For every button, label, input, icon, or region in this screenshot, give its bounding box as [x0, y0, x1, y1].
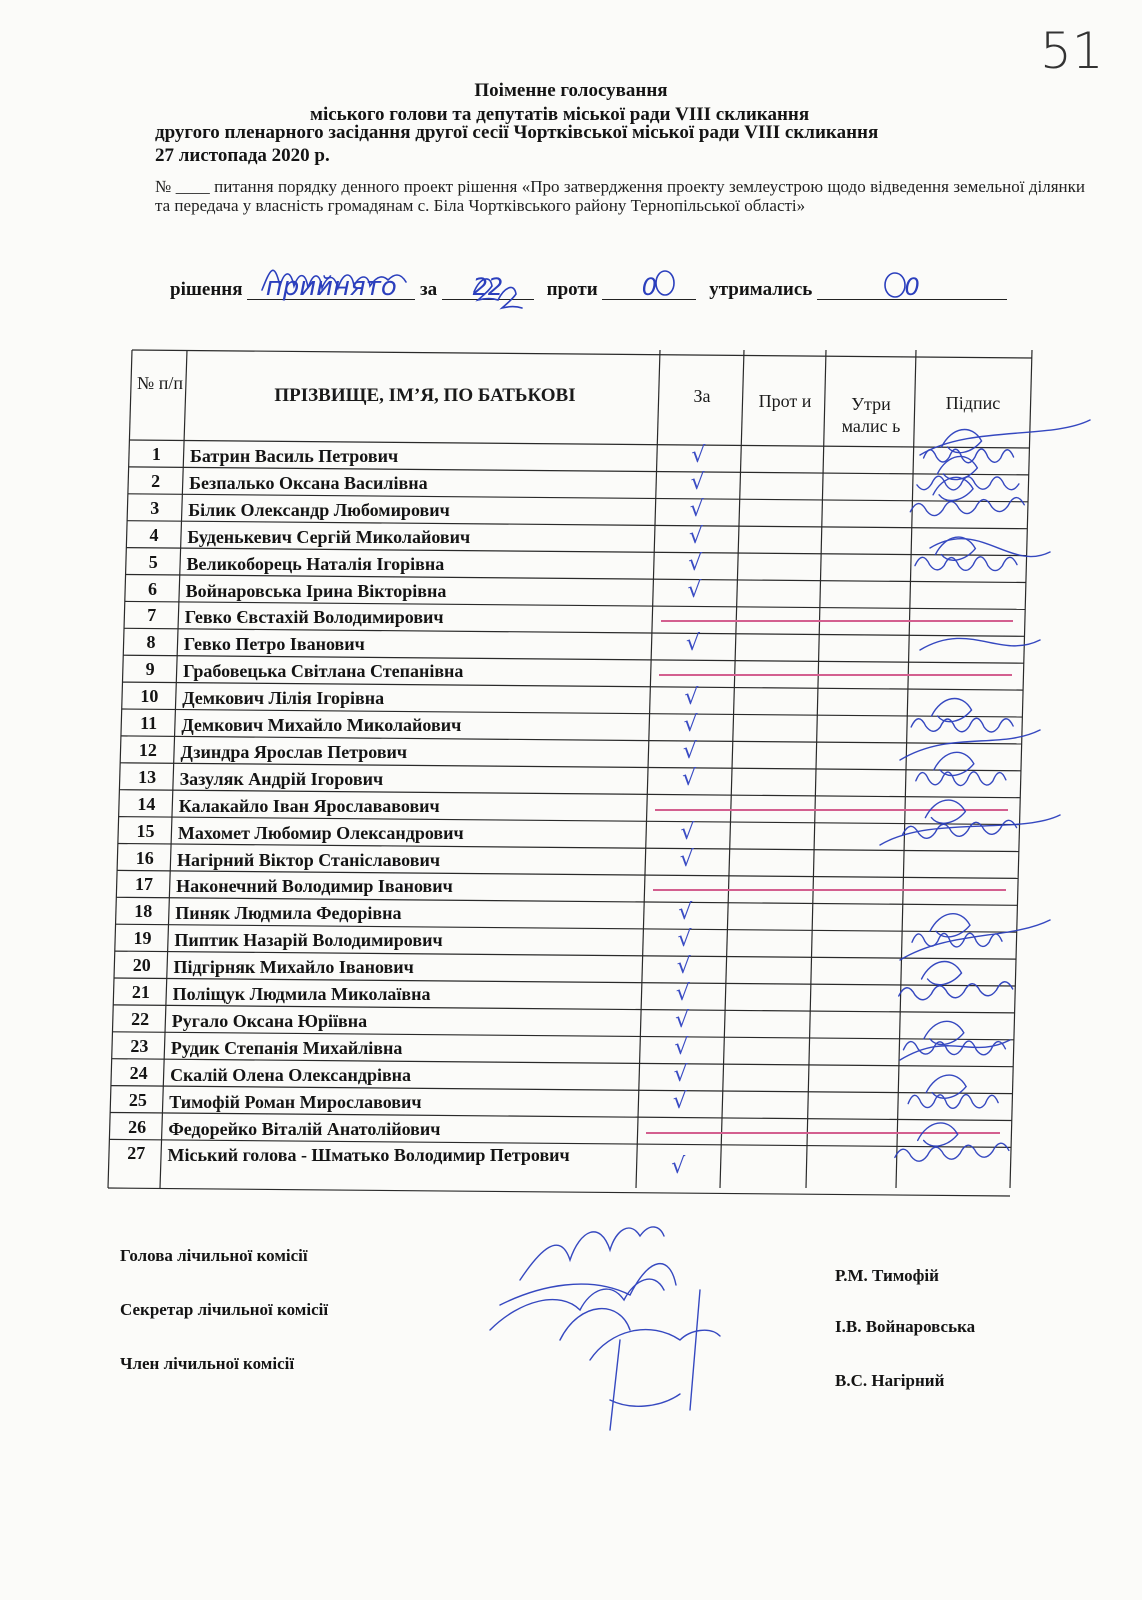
row-number: 11	[140, 713, 158, 733]
check-mark-icon: √	[682, 765, 697, 791]
header-name: ПРІЗВИЩЕ, ІМ’Я, ПО БАТЬКОВІ	[274, 385, 576, 406]
row-number: 25	[128, 1089, 147, 1110]
row-name: Махомет Любомир Олександрович	[177, 822, 464, 843]
handwritten-signature	[900, 1040, 1010, 1060]
handwritten-signature	[900, 730, 1040, 760]
check-mark-icon: √	[679, 846, 694, 872]
handwritten-signature	[912, 914, 1002, 947]
check-mark-icon: √	[689, 496, 704, 522]
handwritten-signature	[930, 539, 1050, 557]
row-name: Калакайло Іван Ярослававович	[178, 795, 440, 816]
check-mark-icon: √	[691, 443, 706, 468]
chair-label: Голова лічильної комісії	[120, 1246, 308, 1265]
row-name: Дзиндра Ярослав Петрович	[180, 741, 408, 762]
decision-label: рішення	[170, 279, 243, 300]
row-name: Гевко Петро Іванович	[183, 634, 365, 655]
row-number: 8	[146, 632, 156, 653]
row-name: Нагірний Віктор Станіславович	[177, 849, 440, 870]
check-mark-icon: √	[688, 550, 703, 576]
handwritten-signature	[910, 477, 1024, 515]
against-handwriting	[656, 271, 674, 295]
header-abstain: Утри малис ь	[841, 394, 901, 436]
check-mark-icon: √	[689, 523, 704, 549]
handwritten-signature	[915, 537, 1017, 570]
row-number: 10	[140, 686, 159, 707]
check-mark-icon: √	[675, 981, 690, 1006]
for-count: 22	[442, 275, 534, 300]
handwritten-signature	[900, 920, 1050, 960]
check-mark-icon: √	[671, 1154, 686, 1180]
row-name: Підгірняк Михайло Іванович	[173, 957, 414, 978]
for-label: за	[420, 279, 438, 300]
row-number: 19	[133, 928, 152, 949]
chair-name: Р.М. Тимофій	[835, 1266, 939, 1285]
row-number: 13	[138, 766, 157, 787]
handwritten-signature	[895, 1123, 1009, 1161]
row-number: 14	[137, 793, 156, 814]
header-number: № п/п	[137, 373, 183, 393]
handwritten-signature	[880, 815, 1060, 845]
row-number: 24	[129, 1062, 148, 1083]
check-mark-icon: √	[672, 1088, 687, 1114]
handwritten-signature	[490, 1279, 664, 1340]
row-name: Федорейко Віталій Анатолійович	[168, 1118, 441, 1139]
row-number: 1	[151, 444, 161, 464]
row-name: Скалій Олена Олександрівна	[170, 1064, 412, 1085]
row-name: Тимофій Роман Мирославович	[169, 1091, 422, 1112]
row-number: 18	[134, 901, 153, 922]
doc-title: Поіменне голосування	[474, 80, 668, 101]
check-mark-icon: √	[678, 900, 693, 926]
abstained-label: утримались	[709, 279, 813, 300]
doc-date: 27 листопада 2020 р.	[155, 145, 330, 166]
secretary-label: Секретар лічильної комісії	[120, 1300, 329, 1319]
handwritten-signature	[917, 456, 1019, 489]
check-mark-icon: √	[684, 685, 699, 711]
row-name: Пиптик Назарій Володимирович	[174, 930, 443, 951]
decision-handwriting	[262, 270, 406, 290]
handwritten-signature	[908, 1075, 998, 1108]
handwritten-signature	[500, 1227, 676, 1305]
row-number: 9	[145, 659, 155, 680]
row-name: Гевко Євстахій Володимирович	[184, 607, 444, 628]
row-number: 6	[147, 578, 157, 599]
row-number: 20	[132, 955, 151, 976]
check-mark-icon: √	[675, 1007, 690, 1033]
handwritten-signature	[590, 1290, 720, 1430]
agenda-text: № ____ питання порядку денного проект рішення «Про затвердження проекту землеустрою щодо відведення земельної ділянки та передача у власність громадянам с. Біла Чортківського району Тернопільської області»	[155, 177, 1085, 215]
for-handwriting	[474, 279, 522, 308]
handwritten-signature	[899, 962, 1013, 1000]
row-number: 3	[150, 497, 160, 518]
row-name: Безпалько Оксана Василівна	[189, 472, 428, 493]
page-number: 51	[1040, 22, 1104, 80]
row-name: Батрин Василь Петрович	[190, 446, 399, 466]
member-name: В.С. Нагірний	[835, 1371, 945, 1390]
row-number: 23	[130, 1035, 149, 1056]
decision-value: прийнято	[247, 275, 415, 300]
header-against: Прот и	[758, 391, 812, 411]
row-number: 5	[148, 551, 158, 572]
check-mark-icon: √	[685, 631, 700, 657]
secretary-name: І.В. Войнаровська	[835, 1317, 976, 1336]
row-name: Поліщук Людмила Миколаївна	[172, 984, 431, 1004]
row-name: Демкович Михайло Миколайович	[181, 715, 462, 735]
doc-subtitle-2: другого пленарного засідання другої сесії Чортківської міської ради VIII скликання	[155, 122, 879, 143]
row-name: Пиняк Людмила Федорівна	[175, 903, 402, 924]
check-mark-icon: √	[677, 927, 692, 953]
row-name: Буденькевич Сергій Миколайович	[187, 526, 471, 547]
handwritten-signature	[903, 800, 1017, 838]
row-number: 15	[136, 820, 155, 841]
row-name: Рудик Степанія Михайлівна	[170, 1037, 403, 1058]
check-mark-icon: √	[673, 1061, 688, 1087]
check-mark-icon: √	[690, 469, 705, 495]
row-number: 12	[138, 739, 157, 760]
row-name: Грабовецька Світлана Степанівна	[183, 661, 464, 682]
member-label: Член лічильної комісії	[120, 1354, 295, 1373]
handwritten-signature	[920, 420, 1090, 455]
row-name: Войнаровська Ірина Вікторівна	[185, 580, 447, 601]
handwritten-signature	[920, 638, 1040, 650]
header-for: За	[693, 386, 711, 406]
row-name: Зазуляк Андрій Ігорович	[179, 768, 384, 789]
row-name: Великоборець Наталія Ігорівна	[186, 553, 445, 574]
row-number: 16	[135, 847, 154, 868]
against-label: проти	[546, 279, 598, 300]
doc-subtitle-1: міського голови та депутатів міської ради VIII скликання	[310, 104, 810, 125]
handwritten-signature	[916, 752, 1006, 785]
handwritten-signature	[911, 699, 1013, 732]
check-mark-icon: √	[680, 819, 695, 845]
row-number: 27	[127, 1143, 146, 1164]
row-number: 2	[151, 470, 161, 491]
abstained-count: 0	[817, 275, 1007, 300]
check-mark-icon: √	[687, 577, 702, 603]
row-name: Міський голова - Шматько Володимир Петрович	[167, 1145, 570, 1166]
row-name: Білик Олександр Любомирович	[188, 499, 450, 520]
against-count: 0	[602, 275, 696, 300]
handwritten-signature	[903, 1021, 1005, 1054]
row-number: 7	[147, 605, 157, 626]
check-mark-icon: √	[682, 738, 697, 764]
header-signature: Підпис	[945, 393, 1001, 413]
row-number: 21	[131, 982, 150, 1002]
row-name: Наконечний Володимир Іванович	[176, 876, 453, 897]
abstained-handwriting	[885, 273, 905, 297]
check-mark-icon: √	[676, 954, 691, 980]
row-name: Демкович Лілія Ігорівна	[182, 688, 385, 709]
row-number: 4	[149, 524, 159, 545]
check-mark-icon: √	[674, 1034, 689, 1060]
row-number: 22	[131, 1008, 150, 1029]
check-mark-icon: √	[683, 712, 698, 737]
row-name: Ругало Оксана Юріївна	[171, 1010, 368, 1031]
row-number: 17	[135, 874, 153, 895]
row-number: 26	[128, 1116, 147, 1137]
